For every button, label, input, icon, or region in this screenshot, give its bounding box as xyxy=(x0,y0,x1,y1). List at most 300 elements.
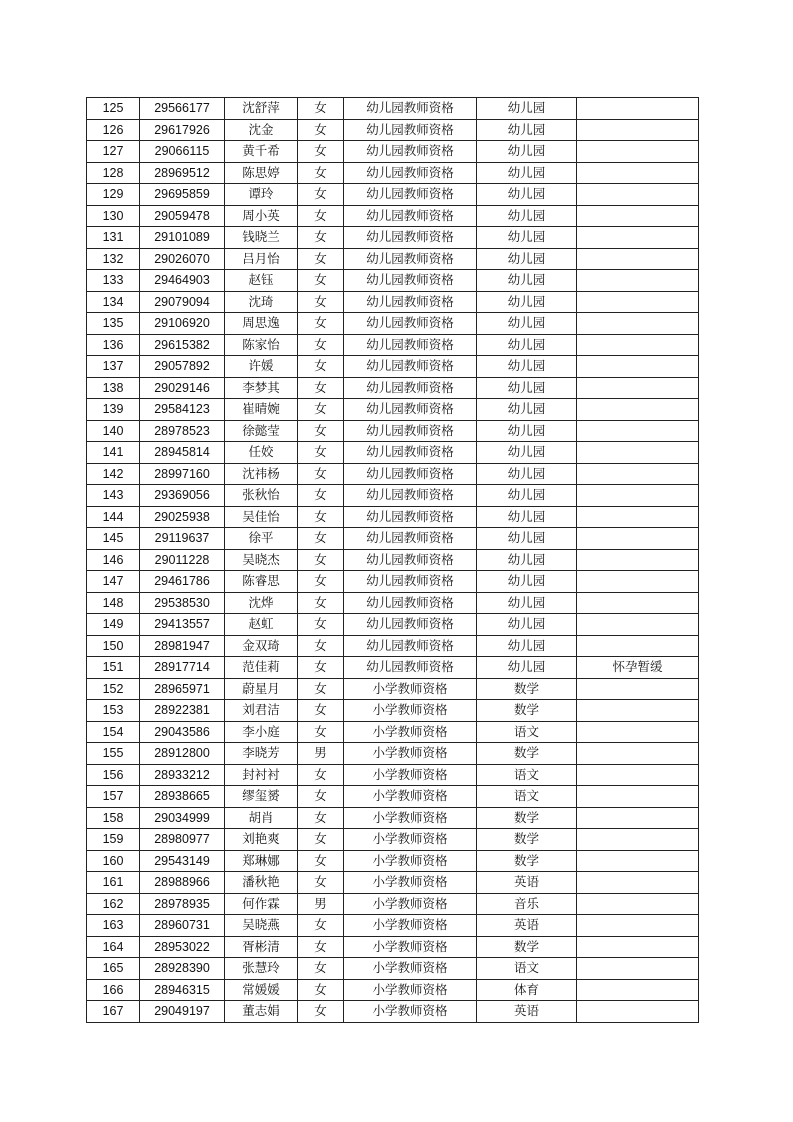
exam-id-cell: 29617926 xyxy=(140,119,225,141)
row-number-cell: 145 xyxy=(87,528,140,550)
remark-cell xyxy=(577,678,699,700)
row-number-cell: 127 xyxy=(87,141,140,163)
gender-cell: 女 xyxy=(298,786,344,808)
subject-cell: 英语 xyxy=(477,915,577,937)
row-number-cell: 131 xyxy=(87,227,140,249)
gender-cell: 女 xyxy=(298,162,344,184)
exam-id-cell: 28965971 xyxy=(140,678,225,700)
exam-id-cell: 29413557 xyxy=(140,614,225,636)
qualification-cell: 幼儿园教师资格 xyxy=(344,141,477,163)
name-cell: 徐懿莹 xyxy=(225,420,298,442)
remark-cell xyxy=(577,313,699,335)
table-row xyxy=(87,528,699,550)
row-number-cell: 165 xyxy=(87,958,140,980)
subject-cell: 幼儿园 xyxy=(477,184,577,206)
name-cell: 李晓芳 xyxy=(225,743,298,765)
exam-id-cell: 29464903 xyxy=(140,270,225,292)
name-cell: 陈睿思 xyxy=(225,571,298,593)
subject-cell: 幼儿园 xyxy=(477,270,577,292)
row-number-cell: 129 xyxy=(87,184,140,206)
qualification-cell: 小学教师资格 xyxy=(344,829,477,851)
subject-cell: 语文 xyxy=(477,764,577,786)
gender-cell: 女 xyxy=(298,377,344,399)
row-number-cell: 147 xyxy=(87,571,140,593)
remark-cell xyxy=(577,248,699,270)
subject-cell: 幼儿园 xyxy=(477,571,577,593)
exam-id-cell: 29369056 xyxy=(140,485,225,507)
remark-cell xyxy=(577,442,699,464)
exam-id-cell: 29101089 xyxy=(140,227,225,249)
exam-id-cell: 28988966 xyxy=(140,872,225,894)
name-cell: 胡肖 xyxy=(225,807,298,829)
exam-id-cell: 28969512 xyxy=(140,162,225,184)
row-number-cell: 151 xyxy=(87,657,140,679)
name-cell: 李小庭 xyxy=(225,721,298,743)
qualification-cell: 小学教师资格 xyxy=(344,958,477,980)
subject-cell: 幼儿园 xyxy=(477,98,577,120)
table-row xyxy=(87,592,699,614)
row-number-cell: 134 xyxy=(87,291,140,313)
qualification-cell: 小学教师资格 xyxy=(344,678,477,700)
name-cell: 张秋怡 xyxy=(225,485,298,507)
exam-id-cell: 29034999 xyxy=(140,807,225,829)
table-row xyxy=(87,356,699,378)
subject-cell: 语文 xyxy=(477,786,577,808)
exam-id-cell: 28997160 xyxy=(140,463,225,485)
qualification-cell: 小学教师资格 xyxy=(344,721,477,743)
table-row xyxy=(87,958,699,980)
gender-cell: 女 xyxy=(298,571,344,593)
name-cell: 吕月怡 xyxy=(225,248,298,270)
row-number-cell: 143 xyxy=(87,485,140,507)
subject-cell: 幼儿园 xyxy=(477,119,577,141)
row-number-cell: 130 xyxy=(87,205,140,227)
remark-cell xyxy=(577,786,699,808)
gender-cell: 女 xyxy=(298,700,344,722)
subject-cell: 语文 xyxy=(477,721,577,743)
remark-cell xyxy=(577,893,699,915)
row-number-cell: 160 xyxy=(87,850,140,872)
exam-id-cell: 29011228 xyxy=(140,549,225,571)
remark-cell xyxy=(577,1001,699,1023)
remark-cell xyxy=(577,485,699,507)
table-row xyxy=(87,764,699,786)
qualification-cell: 幼儿园教师资格 xyxy=(344,549,477,571)
subject-cell: 数学 xyxy=(477,678,577,700)
table-row xyxy=(87,571,699,593)
table-row xyxy=(87,700,699,722)
row-number-cell: 155 xyxy=(87,743,140,765)
exam-id-cell: 28946315 xyxy=(140,979,225,1001)
table-row xyxy=(87,635,699,657)
qualification-cell: 幼儿园教师资格 xyxy=(344,162,477,184)
name-cell: 赵钰 xyxy=(225,270,298,292)
exam-id-cell: 28980977 xyxy=(140,829,225,851)
table-row xyxy=(87,377,699,399)
subject-cell: 幼儿园 xyxy=(477,313,577,335)
remark-cell xyxy=(577,549,699,571)
row-number-cell: 144 xyxy=(87,506,140,528)
row-number-cell: 159 xyxy=(87,829,140,851)
remark-cell xyxy=(577,291,699,313)
exam-id-cell: 29695859 xyxy=(140,184,225,206)
remark-cell xyxy=(577,979,699,1001)
name-cell: 沈舒萍 xyxy=(225,98,298,120)
qualification-cell: 小学教师资格 xyxy=(344,764,477,786)
row-number-cell: 137 xyxy=(87,356,140,378)
remark-cell xyxy=(577,571,699,593)
qualification-cell: 幼儿园教师资格 xyxy=(344,270,477,292)
qualification-cell: 小学教师资格 xyxy=(344,850,477,872)
qualification-cell: 小学教师资格 xyxy=(344,1001,477,1023)
table-row xyxy=(87,614,699,636)
gender-cell: 女 xyxy=(298,205,344,227)
qualification-cell: 幼儿园教师资格 xyxy=(344,614,477,636)
remark-cell xyxy=(577,356,699,378)
table-row xyxy=(87,786,699,808)
subject-cell: 幼儿园 xyxy=(477,377,577,399)
gender-cell: 女 xyxy=(298,1001,344,1023)
row-number-cell: 163 xyxy=(87,915,140,937)
remark-cell xyxy=(577,936,699,958)
name-cell: 蔚星月 xyxy=(225,678,298,700)
gender-cell: 女 xyxy=(298,678,344,700)
qualification-cell: 小学教师资格 xyxy=(344,743,477,765)
exam-id-cell: 28922381 xyxy=(140,700,225,722)
table-row xyxy=(87,1001,699,1023)
gender-cell: 女 xyxy=(298,98,344,120)
table-row xyxy=(87,485,699,507)
gender-cell: 女 xyxy=(298,141,344,163)
name-cell: 范佳莉 xyxy=(225,657,298,679)
exam-id-cell: 29059478 xyxy=(140,205,225,227)
subject-cell: 幼儿园 xyxy=(477,528,577,550)
subject-cell: 英语 xyxy=(477,872,577,894)
name-cell: 刘艳爽 xyxy=(225,829,298,851)
exam-id-cell: 29029146 xyxy=(140,377,225,399)
exam-id-cell: 28978523 xyxy=(140,420,225,442)
gender-cell: 女 xyxy=(298,248,344,270)
qualification-cell: 幼儿园教师资格 xyxy=(344,420,477,442)
name-cell: 崔晴婉 xyxy=(225,399,298,421)
table-body xyxy=(87,98,699,1023)
remark-cell xyxy=(577,377,699,399)
name-cell: 何作霖 xyxy=(225,893,298,915)
name-cell: 胥彬清 xyxy=(225,936,298,958)
subject-cell: 幼儿园 xyxy=(477,162,577,184)
qualification-cell: 小学教师资格 xyxy=(344,936,477,958)
gender-cell: 女 xyxy=(298,485,344,507)
name-cell: 吴晓杰 xyxy=(225,549,298,571)
row-number-cell: 126 xyxy=(87,119,140,141)
row-number-cell: 167 xyxy=(87,1001,140,1023)
gender-cell: 女 xyxy=(298,270,344,292)
name-cell: 常媛媛 xyxy=(225,979,298,1001)
row-number-cell: 153 xyxy=(87,700,140,722)
subject-cell: 幼儿园 xyxy=(477,141,577,163)
qualification-cell: 幼儿园教师资格 xyxy=(344,356,477,378)
name-cell: 沈金 xyxy=(225,119,298,141)
subject-cell: 幼儿园 xyxy=(477,506,577,528)
table-row xyxy=(87,334,699,356)
table-row xyxy=(87,850,699,872)
qualification-cell: 幼儿园教师资格 xyxy=(344,506,477,528)
exam-id-cell: 29079094 xyxy=(140,291,225,313)
remark-cell xyxy=(577,829,699,851)
remark-cell xyxy=(577,807,699,829)
gender-cell: 女 xyxy=(298,614,344,636)
subject-cell: 幼儿园 xyxy=(477,420,577,442)
table-row xyxy=(87,141,699,163)
name-cell: 沈烨 xyxy=(225,592,298,614)
exam-id-cell: 29057892 xyxy=(140,356,225,378)
qualification-cell: 幼儿园教师资格 xyxy=(344,485,477,507)
table-row xyxy=(87,442,699,464)
row-number-cell: 150 xyxy=(87,635,140,657)
subject-cell: 幼儿园 xyxy=(477,399,577,421)
qualification-cell: 幼儿园教师资格 xyxy=(344,399,477,421)
gender-cell: 女 xyxy=(298,829,344,851)
exam-id-cell: 28981947 xyxy=(140,635,225,657)
table-row xyxy=(87,313,699,335)
qualification-cell: 小学教师资格 xyxy=(344,915,477,937)
gender-cell: 女 xyxy=(298,958,344,980)
subject-cell: 幼儿园 xyxy=(477,356,577,378)
remark-cell xyxy=(577,614,699,636)
name-cell: 许媛 xyxy=(225,356,298,378)
qualification-cell: 幼儿园教师资格 xyxy=(344,528,477,550)
table-row xyxy=(87,936,699,958)
name-cell: 周小英 xyxy=(225,205,298,227)
name-cell: 陈思婷 xyxy=(225,162,298,184)
name-cell: 潘秋艳 xyxy=(225,872,298,894)
exam-id-cell: 29066115 xyxy=(140,141,225,163)
gender-cell: 女 xyxy=(298,979,344,1001)
remark-cell xyxy=(577,162,699,184)
qualification-cell: 幼儿园教师资格 xyxy=(344,248,477,270)
name-cell: 李梦其 xyxy=(225,377,298,399)
gender-cell: 女 xyxy=(298,506,344,528)
subject-cell: 幼儿园 xyxy=(477,485,577,507)
qualification-cell: 幼儿园教师资格 xyxy=(344,205,477,227)
row-number-cell: 156 xyxy=(87,764,140,786)
row-number-cell: 125 xyxy=(87,98,140,120)
name-cell: 郑琳娜 xyxy=(225,850,298,872)
subject-cell: 幼儿园 xyxy=(477,635,577,657)
exam-id-cell: 28912800 xyxy=(140,743,225,765)
exam-id-cell: 29043586 xyxy=(140,721,225,743)
row-number-cell: 146 xyxy=(87,549,140,571)
table-row xyxy=(87,807,699,829)
subject-cell: 幼儿园 xyxy=(477,592,577,614)
name-cell: 赵虹 xyxy=(225,614,298,636)
qualification-cell: 幼儿园教师资格 xyxy=(344,657,477,679)
gender-cell: 女 xyxy=(298,334,344,356)
subject-cell: 英语 xyxy=(477,1001,577,1023)
row-number-cell: 135 xyxy=(87,313,140,335)
table-row xyxy=(87,506,699,528)
exam-id-cell: 28960731 xyxy=(140,915,225,937)
subject-cell: 幼儿园 xyxy=(477,657,577,679)
subject-cell: 幼儿园 xyxy=(477,291,577,313)
gender-cell: 女 xyxy=(298,549,344,571)
subject-cell: 数学 xyxy=(477,807,577,829)
row-number-cell: 141 xyxy=(87,442,140,464)
gender-cell: 女 xyxy=(298,184,344,206)
gender-cell: 女 xyxy=(298,872,344,894)
row-number-cell: 142 xyxy=(87,463,140,485)
remark-cell xyxy=(577,958,699,980)
gender-cell: 女 xyxy=(298,442,344,464)
name-cell: 徐平 xyxy=(225,528,298,550)
name-cell: 董志娟 xyxy=(225,1001,298,1023)
gender-cell: 女 xyxy=(298,119,344,141)
exam-id-cell: 28978935 xyxy=(140,893,225,915)
gender-cell: 女 xyxy=(298,356,344,378)
row-number-cell: 162 xyxy=(87,893,140,915)
table-row xyxy=(87,270,699,292)
gender-cell: 女 xyxy=(298,764,344,786)
remark-cell xyxy=(577,872,699,894)
subject-cell: 幼儿园 xyxy=(477,334,577,356)
qualification-cell: 幼儿园教师资格 xyxy=(344,313,477,335)
table-row xyxy=(87,98,699,120)
row-number-cell: 158 xyxy=(87,807,140,829)
subject-cell: 音乐 xyxy=(477,893,577,915)
remark-cell xyxy=(577,184,699,206)
exam-id-cell: 29615382 xyxy=(140,334,225,356)
subject-cell: 数学 xyxy=(477,700,577,722)
row-number-cell: 148 xyxy=(87,592,140,614)
gender-cell: 女 xyxy=(298,635,344,657)
name-cell: 吴佳怡 xyxy=(225,506,298,528)
exam-id-cell: 28938665 xyxy=(140,786,225,808)
table-row xyxy=(87,743,699,765)
table-row xyxy=(87,678,699,700)
table-row xyxy=(87,119,699,141)
remark-cell xyxy=(577,119,699,141)
row-number-cell: 161 xyxy=(87,872,140,894)
gender-cell: 女 xyxy=(298,399,344,421)
table-row xyxy=(87,227,699,249)
gender-cell: 男 xyxy=(298,893,344,915)
name-cell: 吴晓燕 xyxy=(225,915,298,937)
qualification-cell: 小学教师资格 xyxy=(344,786,477,808)
results-table xyxy=(86,97,699,1023)
subject-cell: 幼儿园 xyxy=(477,463,577,485)
qualification-cell: 小学教师资格 xyxy=(344,807,477,829)
exam-id-cell: 29461786 xyxy=(140,571,225,593)
table-row xyxy=(87,205,699,227)
qualification-cell: 幼儿园教师资格 xyxy=(344,184,477,206)
remark-cell xyxy=(577,506,699,528)
row-number-cell: 128 xyxy=(87,162,140,184)
table-row xyxy=(87,248,699,270)
remark-cell xyxy=(577,915,699,937)
subject-cell: 体育 xyxy=(477,979,577,1001)
remark-cell xyxy=(577,743,699,765)
qualification-cell: 幼儿园教师资格 xyxy=(344,463,477,485)
remark-cell xyxy=(577,205,699,227)
exam-id-cell: 28945814 xyxy=(140,442,225,464)
gender-cell: 男 xyxy=(298,743,344,765)
table-row xyxy=(87,979,699,1001)
qualification-cell: 幼儿园教师资格 xyxy=(344,571,477,593)
remark-cell xyxy=(577,334,699,356)
name-cell: 缪玺赟 xyxy=(225,786,298,808)
gender-cell: 女 xyxy=(298,936,344,958)
row-number-cell: 138 xyxy=(87,377,140,399)
subject-cell: 语文 xyxy=(477,958,577,980)
qualification-cell: 幼儿园教师资格 xyxy=(344,119,477,141)
qualification-cell: 幼儿园教师资格 xyxy=(344,442,477,464)
remark-cell xyxy=(577,764,699,786)
exam-id-cell: 29025938 xyxy=(140,506,225,528)
qualification-cell: 幼儿园教师资格 xyxy=(344,227,477,249)
exam-id-cell: 28928390 xyxy=(140,958,225,980)
gender-cell: 女 xyxy=(298,420,344,442)
remark-cell xyxy=(577,635,699,657)
gender-cell: 女 xyxy=(298,807,344,829)
subject-cell: 幼儿园 xyxy=(477,614,577,636)
remark-cell xyxy=(577,141,699,163)
qualification-cell: 幼儿园教师资格 xyxy=(344,291,477,313)
name-cell: 钱晓兰 xyxy=(225,227,298,249)
table-row xyxy=(87,463,699,485)
gender-cell: 女 xyxy=(298,592,344,614)
qualification-cell: 幼儿园教师资格 xyxy=(344,592,477,614)
remark-cell xyxy=(577,98,699,120)
name-cell: 黄千希 xyxy=(225,141,298,163)
qualification-cell: 小学教师资格 xyxy=(344,700,477,722)
remark-cell: 怀孕暂缓 xyxy=(577,657,699,679)
subject-cell: 幼儿园 xyxy=(477,248,577,270)
qualification-cell: 小学教师资格 xyxy=(344,872,477,894)
subject-cell: 数学 xyxy=(477,936,577,958)
qualification-cell: 幼儿园教师资格 xyxy=(344,98,477,120)
exam-id-cell: 29106920 xyxy=(140,313,225,335)
row-number-cell: 140 xyxy=(87,420,140,442)
remark-cell xyxy=(577,850,699,872)
remark-cell xyxy=(577,227,699,249)
qualification-cell: 幼儿园教师资格 xyxy=(344,334,477,356)
subject-cell: 幼儿园 xyxy=(477,205,577,227)
row-number-cell: 157 xyxy=(87,786,140,808)
exam-id-cell: 29543149 xyxy=(140,850,225,872)
name-cell: 周思逸 xyxy=(225,313,298,335)
row-number-cell: 136 xyxy=(87,334,140,356)
name-cell: 陈家怡 xyxy=(225,334,298,356)
qualification-cell: 小学教师资格 xyxy=(344,893,477,915)
exam-id-cell: 28917714 xyxy=(140,657,225,679)
row-number-cell: 139 xyxy=(87,399,140,421)
qualification-cell: 幼儿园教师资格 xyxy=(344,377,477,399)
exam-id-cell: 29049197 xyxy=(140,1001,225,1023)
name-cell: 谭玲 xyxy=(225,184,298,206)
name-cell: 张慧玲 xyxy=(225,958,298,980)
subject-cell: 幼儿园 xyxy=(477,549,577,571)
table-row xyxy=(87,184,699,206)
gender-cell: 女 xyxy=(298,850,344,872)
gender-cell: 女 xyxy=(298,291,344,313)
remark-cell xyxy=(577,592,699,614)
name-cell: 刘君洁 xyxy=(225,700,298,722)
row-number-cell: 149 xyxy=(87,614,140,636)
exam-id-cell: 29119637 xyxy=(140,528,225,550)
row-number-cell: 154 xyxy=(87,721,140,743)
table-row xyxy=(87,420,699,442)
gender-cell: 女 xyxy=(298,528,344,550)
